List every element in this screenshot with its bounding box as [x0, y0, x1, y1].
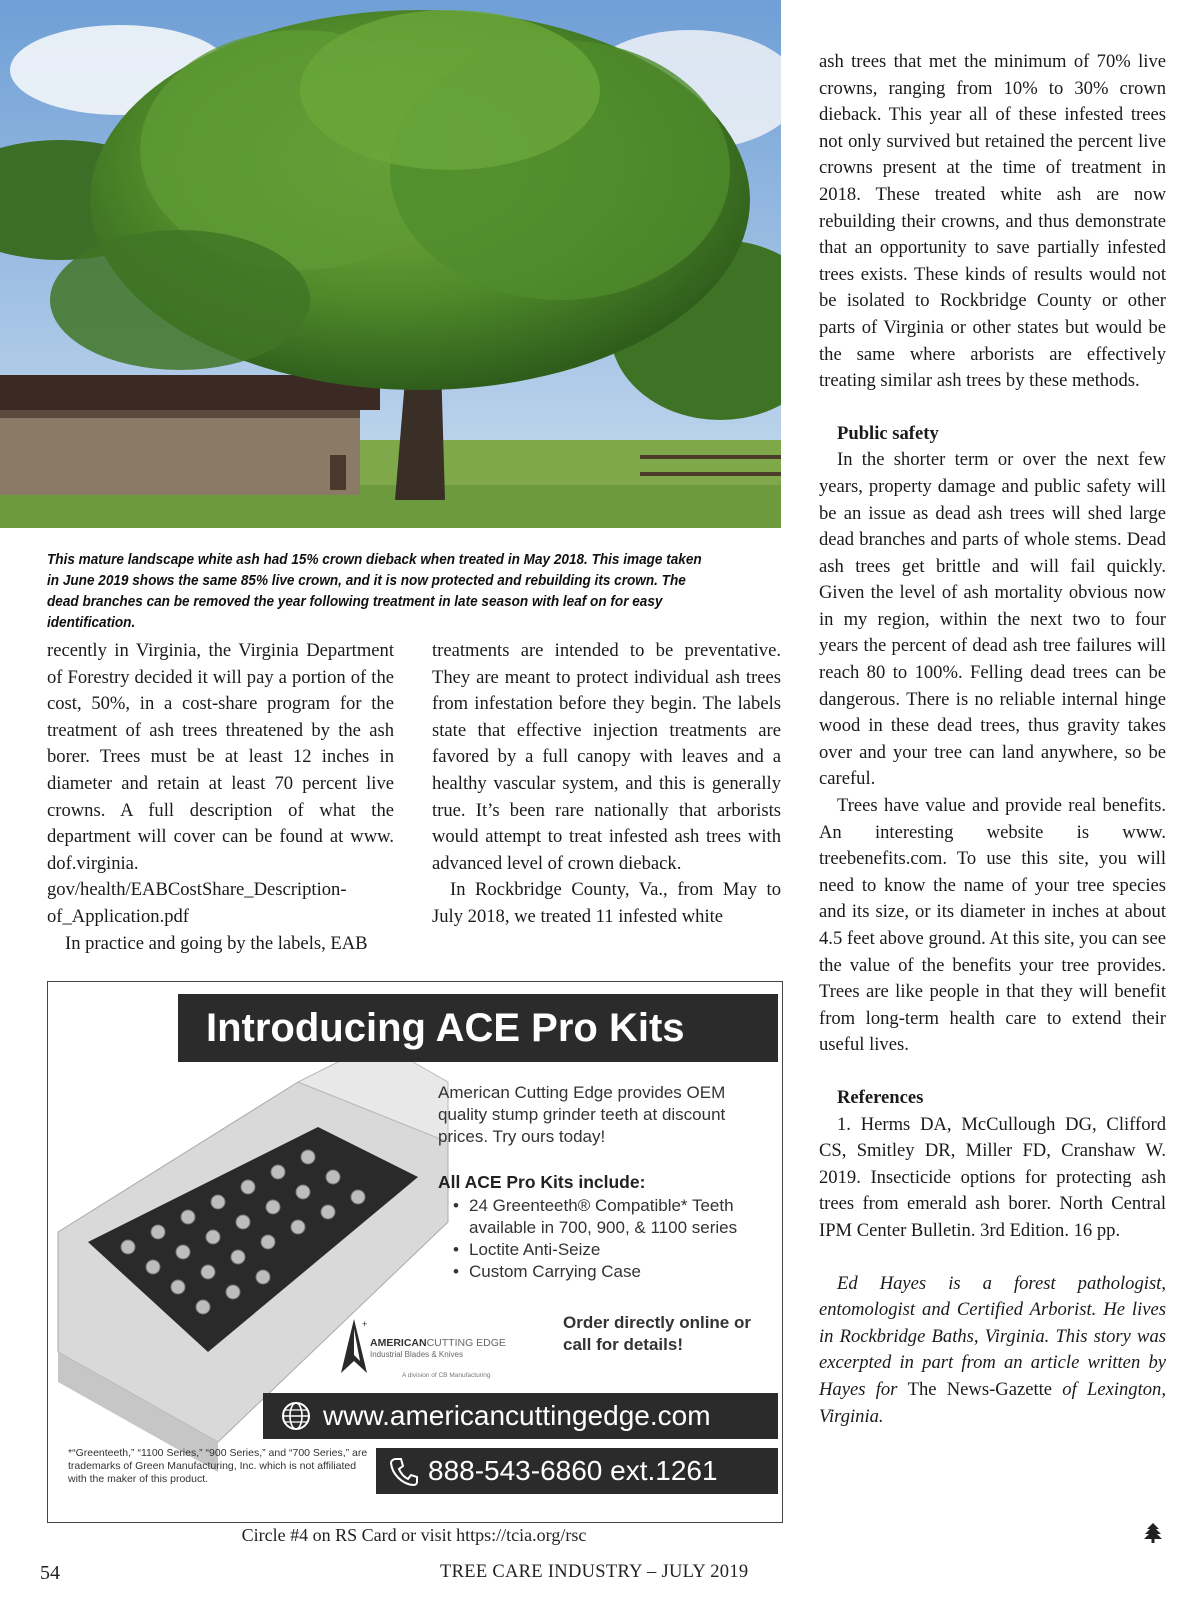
ad-intro-text: American Cutting Edge provides OEM quality stump grinder teeth at discount prices. Try ours today!: [438, 1083, 726, 1146]
ace-pro-kits-ad[interactable]: [47, 981, 783, 1523]
phone-icon: [390, 1456, 418, 1486]
list-item: • 24 Greenteeth® Compatible* Teeth available in 700, 900, & 1100 series: [453, 1195, 753, 1239]
ad-phone-number[interactable]: 888-543-6860 ext.1261: [428, 1455, 718, 1486]
list-item: • Loctite Anti-Seize: [453, 1239, 753, 1261]
article-column-1: [47, 638, 394, 957]
page-number: 54: [40, 1562, 60, 1584]
ace-logo-icon: [340, 1317, 368, 1375]
logo-division: A division of CB Manufacturing: [402, 1372, 491, 1379]
american-cutting-edge-logo: [340, 1317, 530, 1379]
ad-kits-heading: All ACE Pro Kits include:: [438, 1172, 646, 1192]
ad-trademark-note: *“Greenteeth,” “1100 Series,” “900 Series,” and “700 Series,” are trademarks of Green Manufacturing, Inc. which is not affiliated with the maker of this product.: [68, 1447, 368, 1485]
author-bio: [819, 1271, 1166, 1431]
ash-tree-illustration: [0, 0, 781, 528]
paragraph: In practice and going by the labels, EAB: [65, 932, 368, 954]
ad-title-bar: [178, 994, 778, 1062]
ash-tree-photo: [0, 0, 781, 528]
photo-caption: This mature landscape white ash had 15% crown dieback when treated in May 2018. This image taken in June 2019 shows the same 85% live crown, and it is now protected and rebuilding its crown. The dead branches can be removed the year following treatment in late season with leaf on for easy identification.: [47, 552, 702, 631]
bio-text: Ed Hayes is a forest pathologist, entomologist and Certified Arborist. He lives in Rockbridge Baths, Virginia. This story was excerpted in part from an article written by Hayes for: [819, 1272, 1166, 1400]
ad-kits-list: [453, 1195, 753, 1283]
paragraph: In the shorter term or over the next few years, property damage and public safety will be an issue as dead ash trees will shed large dead branches and parts of whole stems. Dead ash trees get brittle and will fail quickly. Given the level of ash mortality obvious now in my region, within the next two to four years the percent of dead ash tree failures will reach 80 to 100%. Felling dead trees can be dangerous. There is no reliable internal hinge wood in these dead trees, thus gravity takes over and your tree can land anywhere, so be careful.: [819, 449, 1166, 790]
rs-card-note: Circle #4 on RS Card or visit https://tcia.org/rsc: [241, 1525, 587, 1545]
globe-icon: [281, 1401, 311, 1431]
bio-publication: The News-Gazette: [907, 1378, 1053, 1400]
list-item: • Custom Carrying Case: [453, 1261, 753, 1283]
section-heading-public-safety: Public safety: [837, 422, 939, 444]
article-column-2: [432, 638, 781, 931]
logo-name: AMERICANCUTTING EDGE: [370, 1337, 506, 1349]
ad-phone-bar[interactable]: [376, 1448, 778, 1494]
paragraph: ash trees that met the minimum of 70% live crowns, ranging from 10% to 30% crown dieback. This year all of these infested trees not only survived but retained the percent live crowns present at the time of treatment in 2018. These treated white ash are now rebuilding their crowns, and thus demonstrate that an opportunity to save partially infested trees exists. These kinds of results would not be isolated to Rockbridge County or other parts of Virginia or other states but would be the same where arborists are effectively treating similar ash trees by these methods.: [819, 51, 1166, 392]
ad-website-bar[interactable]: [263, 1393, 778, 1439]
paragraph: treatments are intended to be preventative. They are meant to protect individual ash trees from infestation before they begin. The labels state that effective injection treatments are favored by a full canopy with leaves and a healthy vascular system, and this is generally true. It’s been rare nationally that arborists would attempt to treat infested ash trees with advanced level of crown dieback.: [432, 640, 781, 874]
bio-text-end: of Lexington, Virginia.: [819, 1378, 1167, 1427]
tree-logo-icon: [1143, 1522, 1163, 1544]
paragraph: Trees have value and provide real benefits. An interesting website is www. treebenefits.com. To use this site, you will need to know the name of your tree species and its size, or its diameter in inches at about 4.5 feet above ground. At this site, you can see the value of the benefits your tree provides. Trees are like people in that they will benefit from long-term health care to extend their useful lives.: [819, 795, 1166, 1056]
logo-subtitle: Industrial Blades & Knives: [370, 1350, 463, 1359]
reference-item: 1. Herms DA, McCullough DG, Clifford CS, Smitley DR, Miller FD, Cranshaw W. 2019. Insecticide options for protecting ash trees from emerald ash borer. North Central IPM Center Bulletin. 3rd Edition. 16 pp.: [819, 1113, 1166, 1241]
ad-website-link[interactable]: www.americancuttingedge.com: [323, 1400, 711, 1431]
svg-text:+: +: [362, 1319, 368, 1329]
ad-order-text: Order directly online or call for details!: [563, 1313, 751, 1354]
paragraph: recently in Virginia, the Virginia Department of Forestry decided it will pay a portion of the cost, 50%, in a cost-share program for the treatment of ash trees threatened by the ash borer. Trees must be at least 12 inches in diameter and retain at least 70 percent live crowns. A full description of what the department will cover can be found at www. dof.virginia. gov/health/EABCostShare_Description-of_Application.pdf: [47, 640, 394, 927]
article-column-3: [819, 49, 1166, 1430]
publication-footer: TREE CARE INDUSTRY – JULY 2019: [440, 1562, 749, 1582]
section-heading-references: References: [837, 1086, 924, 1108]
paragraph: In Rockbridge County, Va., from May to July 2018, we treated 11 infested white: [432, 879, 781, 927]
ad-title: Introducing ACE Pro Kits: [206, 1006, 685, 1050]
